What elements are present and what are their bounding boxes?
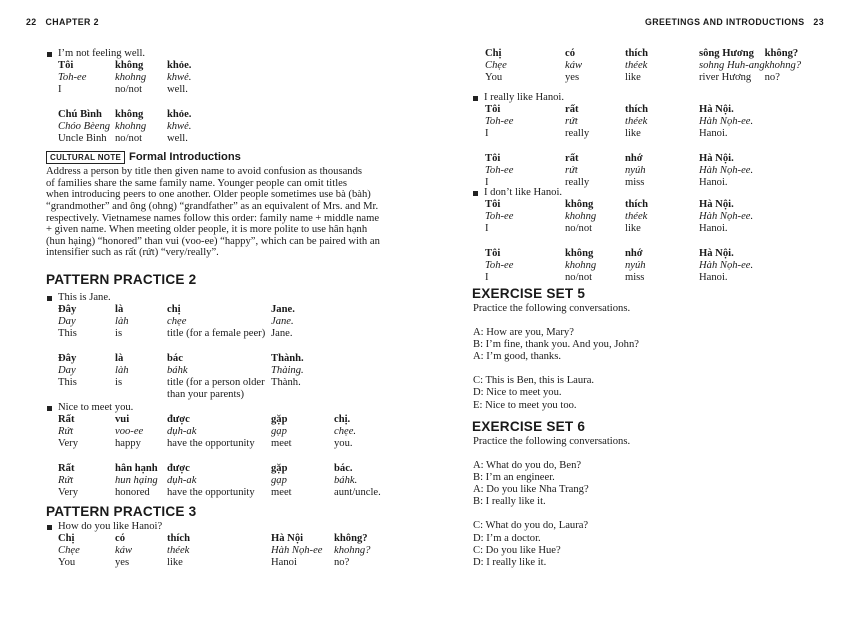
gloss-cell: Rứt	[58, 474, 74, 486]
gloss-cell: Hà Nội	[271, 533, 304, 545]
gloss-cell: khwẻ.	[167, 72, 192, 84]
gloss-cell: hun hạing	[115, 474, 158, 486]
gloss-cell: Jane.	[271, 316, 294, 328]
gloss-cell: thích	[625, 48, 648, 59]
gloss-cell: Đây	[58, 304, 77, 316]
gloss-cell: không	[115, 60, 144, 72]
bullet-text: I’m not feeling well.	[58, 48, 146, 60]
gloss-cell: Toh-ee	[485, 259, 514, 271]
gloss-cell: Hàh Nọh-ee.	[699, 211, 754, 223]
gloss-cell: không	[115, 108, 144, 120]
dont-like-hanoi-block	[473, 187, 753, 284]
gloss-cell: không	[565, 247, 594, 259]
gloss-cell: khohng?	[764, 60, 802, 72]
gloss-cell: no/not	[115, 132, 143, 144]
gloss-cell: Very	[58, 438, 79, 450]
gloss-cell: like	[167, 557, 183, 569]
note-line: + given name. When meeting older people, it is more polite to use hân hạnh	[46, 224, 368, 236]
gloss-cell: aunt/uncle.	[334, 486, 381, 498]
gloss-cell: than your parents)	[167, 388, 245, 400]
gloss-cell: nhớ	[625, 247, 643, 259]
gloss-row	[58, 545, 370, 557]
really-like-hanoi-block	[473, 92, 753, 189]
bullet-square-icon	[47, 525, 52, 530]
gloss-cell: title (for a person older	[167, 376, 265, 388]
gloss-row	[58, 133, 191, 145]
gloss-cell: yes	[565, 72, 580, 84]
gloss-cell: like	[625, 72, 641, 84]
gloss-cell: Very	[58, 486, 79, 498]
gloss-row	[485, 128, 753, 140]
gloss-cell: I	[485, 271, 489, 283]
gloss-cell: I	[485, 128, 489, 140]
gloss-cell: Hàh Nọh-ee.	[699, 259, 754, 271]
gloss-cell: báhk	[167, 364, 188, 376]
dialogue-line: B: I’m an engineer.	[473, 472, 555, 484]
gloss-cell: dụh-ak	[167, 426, 197, 438]
gloss-cell: bác.	[334, 462, 353, 474]
how-do-you-like-hanoi-block	[47, 521, 370, 569]
pattern-practice-2-heading: PATTERN PRACTICE 2	[46, 272, 197, 287]
gloss-cell: Chẹe	[58, 545, 80, 557]
dialogue-line: D: I’m a doctor.	[473, 532, 541, 544]
exercise-set-6-heading: EXERCISE SET 6	[472, 419, 586, 434]
cultural-note-body	[46, 166, 380, 259]
gloss-cell: Hà Nội.	[699, 152, 734, 164]
note-line: of families share the same family name. Younger people can omit titles	[46, 177, 347, 189]
gloss-cell: have the opportunity	[167, 438, 255, 450]
gloss-row	[485, 223, 753, 235]
gloss-cell: có	[115, 533, 125, 545]
gloss-cell: This	[58, 376, 77, 388]
gloss-row	[485, 116, 753, 128]
gloss-cell: chị	[167, 304, 181, 316]
bullet-text: Nice to meet you.	[58, 402, 134, 414]
gloss-cell: no?	[764, 72, 780, 84]
gloss-cell: have the opportunity	[167, 486, 255, 498]
gloss-cell: Tôi	[485, 247, 501, 259]
gloss-row	[58, 365, 304, 377]
gloss-cell: well.	[167, 132, 188, 144]
dialogue-line: B: I’m fine, thank you. And you, John?	[473, 339, 639, 351]
gloss-table	[58, 533, 370, 569]
gloss-cell: thích	[625, 199, 648, 211]
exercise-set-6-body	[473, 436, 630, 569]
gloss-cell: vui	[115, 414, 130, 426]
gloss-cell: Rất	[58, 414, 75, 426]
right-running-header	[645, 17, 824, 27]
gloss-cell: Chóo Bèeng	[58, 120, 111, 132]
gloss-cell: no?	[334, 557, 350, 569]
gloss-cell: no/not	[565, 223, 593, 235]
gloss-cell: Jane.	[271, 304, 295, 316]
gloss-cell: Hà Nội.	[699, 199, 734, 211]
dialogue-line: D: I really like it.	[473, 556, 547, 568]
gloss-row	[58, 109, 191, 121]
gloss-cell: được	[167, 414, 190, 426]
gloss-cell: meet	[271, 438, 292, 450]
gloss-cell: Hàh Nọh-ee.	[699, 164, 754, 176]
gloss-row	[485, 72, 801, 84]
gloss-cell: Toh-ee	[485, 211, 514, 223]
gloss-cell: chị.	[334, 414, 351, 426]
gloss-cell	[115, 389, 167, 401]
gloss-cell: báhk.	[334, 474, 358, 486]
page-number-left: 22	[26, 17, 37, 27]
gloss-cell: happy	[115, 438, 141, 450]
gloss-cell	[58, 389, 115, 401]
gloss-cell: dụh-ak	[167, 474, 197, 486]
gloss-cell: rứt	[565, 116, 578, 128]
gloss-cell: khohng	[115, 120, 147, 132]
gloss-cell: nhớ	[625, 152, 643, 164]
gloss-cell: nyúh	[625, 259, 646, 271]
gloss-cell: well.	[167, 84, 188, 96]
gloss-cell: káw	[115, 545, 133, 557]
gloss-cell: like	[625, 223, 641, 235]
gloss-cell: no/not	[565, 271, 593, 283]
gloss-cell: Đây	[58, 352, 77, 364]
note-line: (hun hạing) “honored” than vui (voo-ee) “happy”, which can be paired with an	[46, 235, 380, 247]
gloss-cell: khohng	[115, 72, 147, 84]
gloss-table	[58, 60, 191, 145]
gloss-cell: khohng	[565, 259, 597, 271]
gloss-cell: You	[58, 557, 76, 569]
gloss-cell: meet	[271, 486, 292, 498]
gloss-cell: khohng	[565, 211, 597, 223]
gloss-cell: chẹe	[167, 316, 187, 328]
cultural-note-title: Formal Introductions	[129, 151, 241, 163]
gloss-cell: Toh-ee	[485, 164, 514, 176]
gloss-row	[58, 353, 304, 365]
gloss-row	[58, 426, 381, 438]
gloss-cell: théek	[625, 211, 648, 223]
not-feeling-well-block	[47, 48, 191, 145]
gloss-cell: sông Hương	[699, 48, 754, 59]
gloss-cell: théek	[625, 116, 648, 128]
gloss-cell: được	[167, 462, 190, 474]
gloss-cell: bác	[167, 352, 183, 364]
gloss-row	[58, 72, 191, 84]
gloss-cell: khwẻ.	[167, 120, 192, 132]
gloss-cell: voo-ee	[115, 426, 144, 438]
gloss-cell: gạp	[271, 426, 287, 438]
gloss-cell: Hanoi	[271, 557, 297, 569]
bullet-square-icon	[47, 52, 52, 57]
gloss-cell: Chẹe	[485, 60, 507, 72]
gloss-cell: có	[565, 48, 575, 59]
gloss-row	[485, 272, 753, 284]
exercise-instruction: Practice the following conversations.	[473, 303, 631, 314]
gloss-cell: làh	[115, 316, 129, 328]
gloss-cell: Chú Bình	[58, 108, 102, 120]
gloss-cell	[58, 96, 191, 108]
gloss-row	[485, 248, 753, 260]
right-page	[425, 0, 850, 635]
cultural-note-tag: CULTURAL NOTE	[46, 151, 125, 164]
gloss-row	[58, 389, 304, 401]
dialogue-line: C: What do you do, Laura?	[473, 520, 589, 532]
gloss-cell: Hanoi.	[699, 271, 728, 283]
exercise-set-5-body	[473, 303, 639, 412]
gloss-row	[58, 328, 304, 340]
gloss-cell: Thàing.	[271, 364, 304, 376]
gloss-row	[485, 165, 753, 177]
bullet-square-icon	[47, 406, 52, 411]
gloss-table	[58, 414, 381, 499]
gloss-cell: Tôi	[485, 199, 501, 211]
page-number-right: 23	[813, 17, 824, 27]
gloss-cell: Hà Nội.	[699, 104, 734, 116]
gloss-cell: Chị	[485, 48, 502, 59]
gloss-cell: Hà Nội.	[699, 247, 734, 259]
gloss-row	[58, 463, 381, 475]
gloss-cell: Thành.	[271, 376, 301, 388]
gloss-cell: là	[115, 304, 124, 316]
gloss-row	[58, 316, 304, 328]
gloss-cell: You	[485, 72, 503, 84]
gloss-cell: Tôi	[485, 104, 501, 116]
dialogue-line: D: Nice to meet you.	[473, 387, 562, 399]
gloss-cell: Hàh Nọh-ee.	[699, 116, 754, 128]
gloss-cell: honored	[115, 486, 150, 498]
exercise-instruction: Practice the following conversations.	[473, 436, 631, 447]
bullet-text: How do you like Hanoi?	[58, 521, 163, 533]
gloss-cell: khỏe.	[167, 60, 192, 72]
gloss-cell: miss	[625, 271, 645, 283]
gloss-cell	[58, 450, 381, 462]
dialogue-line: C: This is Ben, this is Laura.	[473, 375, 595, 387]
exercise-set-5-heading: EXERCISE SET 5	[472, 286, 586, 301]
gloss-cell: là	[115, 352, 124, 364]
gloss-cell: miss	[625, 176, 645, 188]
gloss-row	[58, 96, 191, 108]
gloss-cell: Jane.	[271, 328, 293, 340]
gloss-cell	[58, 340, 304, 352]
nice-to-meet-you-block	[47, 402, 381, 499]
gloss-row	[58, 438, 381, 450]
gloss-cell: is	[115, 376, 123, 388]
gloss-cell	[485, 235, 753, 247]
bullet-text: This is Jane.	[58, 292, 111, 304]
gloss-cell: Chị	[58, 533, 75, 545]
gloss-row	[485, 260, 753, 272]
note-line: respectively. Vietnamese names follow this order: family name + middle name	[46, 212, 380, 224]
gloss-row	[58, 414, 381, 426]
gloss-cell: title (for a female peer)	[167, 328, 266, 340]
gloss-cell: không	[565, 199, 594, 211]
chapter-label: CHAPTER 2	[45, 17, 99, 27]
gloss-cell: Hàh Nọh-ee	[271, 545, 323, 557]
gloss-cell: théek	[167, 545, 190, 557]
gloss-row	[58, 533, 370, 545]
note-line: Address a person by title then given name to avoid confusion as thousands	[46, 166, 362, 177]
gloss-cell: Toh-ee	[485, 116, 514, 128]
gloss-cell: river Hương	[699, 72, 752, 84]
gloss-row	[58, 340, 304, 352]
gloss-cell: gặp	[271, 414, 288, 426]
dialogue-line: E: Nice to meet you too.	[473, 399, 577, 411]
gloss-cell: khohng?	[334, 545, 371, 557]
gloss-row	[58, 557, 370, 569]
gloss-cell: nyúh	[625, 164, 646, 176]
gloss-cell: Thành.	[271, 352, 304, 364]
gloss-cell: Rứt	[58, 426, 74, 438]
pattern-practice-3-heading: PATTERN PRACTICE 3	[46, 504, 197, 519]
gloss-cell: Tôi	[485, 152, 501, 164]
gloss-cell: thích	[167, 533, 190, 545]
gloss-row	[58, 475, 381, 487]
gloss-cell: káw	[565, 60, 583, 72]
gloss-cell: làh	[115, 364, 129, 376]
gloss-cell: I	[58, 84, 62, 96]
dialogue-line: A: How are you, Mary?	[473, 327, 574, 339]
gloss-cell: không?	[334, 533, 368, 545]
gloss-table	[58, 304, 304, 401]
gloss-cell: Hanoi.	[699, 176, 728, 188]
bullet-square-icon	[473, 191, 478, 196]
bullet-square-icon	[473, 96, 478, 101]
gloss-cell: théek	[625, 60, 648, 72]
dialogue-line: A: Do you like Nha Trang?	[473, 484, 589, 496]
dialogue-line: C: Do you like Hue?	[473, 544, 561, 556]
gloss-cell: no/not	[115, 84, 143, 96]
gloss-cell: really	[565, 128, 590, 140]
gloss-row	[485, 104, 753, 116]
gloss-cell: rứt	[565, 164, 578, 176]
gloss-cell: gặp	[271, 462, 288, 474]
gloss-cell: rất	[565, 104, 579, 116]
gloss-cell: yes	[115, 557, 130, 569]
gloss-cell: Day	[58, 316, 76, 328]
dialogue-line: A: What do you do, Ben?	[473, 460, 582, 472]
gloss-cell: Day	[58, 364, 76, 376]
gloss-row	[485, 235, 753, 247]
gloss-cell: Toh-ee	[58, 72, 87, 84]
dialogue-line: B: I really like it.	[473, 496, 546, 508]
left-running-header	[26, 17, 99, 27]
gloss-cell: sohng Huh-ang	[699, 60, 765, 72]
this-is-jane-block	[47, 292, 304, 401]
gloss-cell: Rất	[58, 462, 75, 474]
gloss-row	[485, 211, 753, 223]
section-title: GREETINGS AND INTRODUCTIONS	[645, 17, 805, 27]
bullet-square-icon	[47, 296, 52, 301]
gloss-table	[485, 199, 753, 284]
dialogue-line: A: I’m good, thanks.	[473, 351, 561, 363]
gloss-cell: you.	[334, 438, 353, 450]
gloss-cell: like	[625, 128, 641, 140]
gloss-cell: thích	[625, 104, 648, 116]
note-line: “grandmother” and ông (ohng) “grandfather” as an equivalent of Mrs. and Mr.	[46, 200, 379, 212]
gloss-cell: Tôi	[58, 60, 74, 72]
gloss-cell: This	[58, 328, 77, 340]
gloss-row	[58, 304, 304, 316]
gloss-cell	[485, 140, 753, 152]
gloss-row	[58, 377, 304, 389]
gloss-row	[485, 140, 753, 152]
gloss-row	[58, 487, 381, 499]
gloss-cell: rất	[565, 152, 579, 164]
gloss-cell: chẹe.	[334, 426, 357, 438]
gloss-row	[58, 121, 191, 133]
note-line: when introducing peers to one another. Older people sometimes use bà (bàh)	[46, 189, 371, 201]
gloss-cell: really	[565, 176, 590, 188]
gloss-row	[58, 60, 191, 72]
gloss-row	[58, 84, 191, 96]
gloss-table	[485, 104, 753, 189]
gloss-cell: Hanoi.	[699, 128, 728, 140]
gloss-cell: không?	[764, 48, 799, 59]
gloss-cell: hân hạnh	[115, 462, 158, 474]
gloss-cell: Uncle Binh	[58, 132, 107, 144]
gloss-cell: Hanoi.	[699, 223, 728, 235]
gloss-cell: I	[485, 176, 489, 188]
gloss-cell: I	[485, 223, 489, 235]
gloss-row	[485, 60, 801, 72]
bullet-text: I don’t like Hanoi.	[484, 187, 563, 199]
gloss-row	[58, 450, 381, 462]
gloss-cell: is	[115, 328, 123, 340]
gloss-row	[485, 48, 801, 60]
gloss-row	[485, 199, 753, 211]
gloss-cell: gạp	[271, 474, 287, 486]
gloss-cell: khỏe.	[167, 108, 192, 120]
gloss-cell	[271, 389, 304, 401]
river-huong-block	[485, 48, 801, 84]
gloss-row	[485, 153, 753, 165]
note-line: intensifier such as rất (rứt) “very/really”.	[46, 247, 219, 259]
bullet-text: I really like Hanoi.	[484, 92, 565, 104]
gloss-table	[485, 48, 801, 84]
